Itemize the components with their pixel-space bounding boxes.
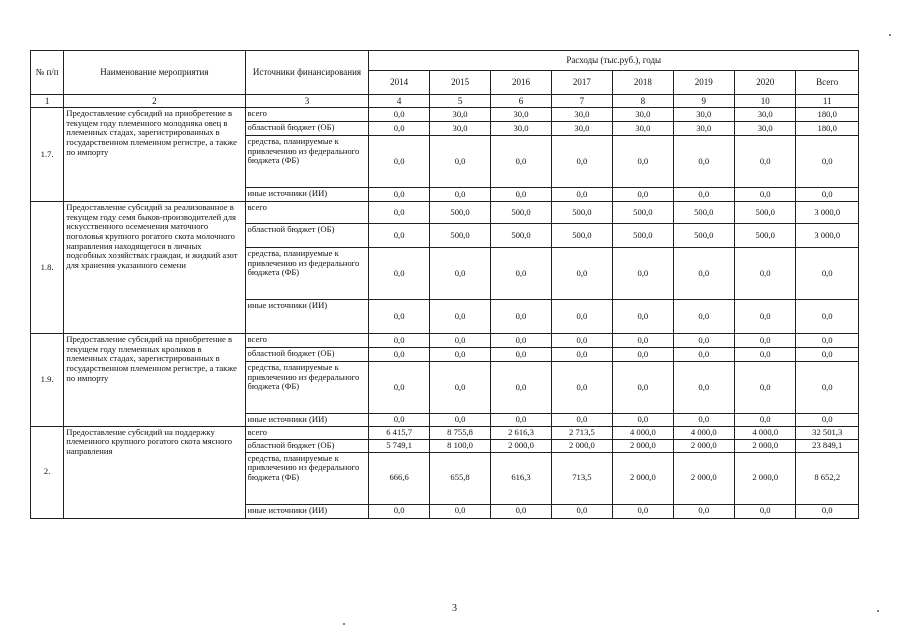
funding-source: иные источники (ИИ) xyxy=(245,300,369,334)
table-body xyxy=(31,108,859,519)
header-year: 2020 xyxy=(735,71,796,95)
year-value: 500,0 xyxy=(735,202,796,224)
year-value: 4 000,0 xyxy=(735,426,796,439)
year-value: 0,0 xyxy=(735,414,796,427)
year-value: 0,0 xyxy=(491,348,551,362)
funding-source: иные источники (ИИ) xyxy=(245,188,369,202)
year-value: 0,0 xyxy=(673,362,734,414)
year-value: 0,0 xyxy=(491,362,551,414)
year-value: 500,0 xyxy=(551,202,612,224)
measure-name: Предоставление субсидий на приобретение в текущем году племенного молодняка овец в племенных стадах, зарегистрированных в государственном племенном регистре, а также по импорту xyxy=(64,108,245,202)
measure-name: Предоставление субсидий на приобретение в текущем году племенных кроликов в племенных стадах, зарегистрированных в государственном племенном регистре, а также по импорту xyxy=(64,334,245,427)
year-value: 0,0 xyxy=(551,300,612,334)
index-cell: 5 xyxy=(429,95,490,108)
year-value: 0,0 xyxy=(735,248,796,300)
table-row xyxy=(31,334,859,348)
header-num: № п/п xyxy=(31,51,64,95)
year-value: 0,0 xyxy=(613,362,673,414)
header-total: Всего xyxy=(796,71,859,95)
year-value: 4 000,0 xyxy=(673,426,734,439)
year-value: 655,8 xyxy=(429,452,490,504)
year-value: 2 000,0 xyxy=(613,439,673,452)
year-value: 0,0 xyxy=(369,188,429,202)
total-value: 0,0 xyxy=(796,334,859,348)
index-cell: 2 xyxy=(64,95,245,108)
table-row xyxy=(31,108,859,122)
year-value: 0,0 xyxy=(369,348,429,362)
header-source: Источники финансирования xyxy=(245,51,369,95)
funding-source: иные источники (ИИ) xyxy=(245,414,369,427)
index-cell: 9 xyxy=(673,95,734,108)
year-value: 0,0 xyxy=(673,300,734,334)
funding-source: иные источники (ИИ) xyxy=(245,504,369,518)
year-value: 0,0 xyxy=(429,362,490,414)
year-value: 30,0 xyxy=(673,122,734,136)
year-value: 0,0 xyxy=(551,362,612,414)
year-value: 2 616,3 xyxy=(491,426,551,439)
index-cell: 10 xyxy=(735,95,796,108)
year-value: 0,0 xyxy=(735,188,796,202)
page-number: 3 xyxy=(452,603,457,614)
year-value: 30,0 xyxy=(735,108,796,122)
funding-source: всего xyxy=(245,202,369,224)
year-value: 30,0 xyxy=(429,108,490,122)
index-cell: 4 xyxy=(369,95,429,108)
year-value: 0,0 xyxy=(551,248,612,300)
header-year: 2018 xyxy=(613,71,673,95)
year-value: 6 415,7 xyxy=(369,426,429,439)
year-value: 30,0 xyxy=(551,108,612,122)
year-value: 0,0 xyxy=(551,414,612,427)
funding-source: средства, планируемые к привлечению из федерального бюджета (ФБ) xyxy=(245,136,369,188)
total-value: 0,0 xyxy=(796,300,859,334)
year-value: 0,0 xyxy=(613,414,673,427)
year-value: 0,0 xyxy=(673,248,734,300)
funding-source: средства, планируемые к привлечению из федерального бюджета (ФБ) xyxy=(245,362,369,414)
year-value: 0,0 xyxy=(551,334,612,348)
year-value: 0,0 xyxy=(735,504,796,518)
year-value: 30,0 xyxy=(613,108,673,122)
year-value: 30,0 xyxy=(491,108,551,122)
year-value: 0,0 xyxy=(551,188,612,202)
year-value: 30,0 xyxy=(491,122,551,136)
year-value: 0,0 xyxy=(613,300,673,334)
year-value: 0,0 xyxy=(613,248,673,300)
year-value: 2 000,0 xyxy=(551,439,612,452)
measure-name: Предоставление субсидий на поддержку племенного крупного рогатого скота мясного направления xyxy=(64,426,245,518)
year-value: 0,0 xyxy=(429,414,490,427)
year-value: 500,0 xyxy=(673,202,734,224)
year-value: 500,0 xyxy=(613,202,673,224)
year-value: 500,0 xyxy=(735,224,796,248)
table-row xyxy=(31,426,859,439)
year-value: 0,0 xyxy=(673,348,734,362)
year-value: 500,0 xyxy=(491,202,551,224)
year-value: 500,0 xyxy=(551,224,612,248)
year-value: 0,0 xyxy=(613,504,673,518)
index-cell: 6 xyxy=(491,95,551,108)
total-value: 8 652,2 xyxy=(796,452,859,504)
year-value: 0,0 xyxy=(369,122,429,136)
year-value: 2 000,0 xyxy=(613,452,673,504)
index-cell: 11 xyxy=(796,95,859,108)
year-value: 0,0 xyxy=(429,334,490,348)
year-value: 0,0 xyxy=(491,188,551,202)
scan-speck xyxy=(343,623,345,625)
year-value: 0,0 xyxy=(369,248,429,300)
year-value: 8 755,8 xyxy=(429,426,490,439)
header-year: 2015 xyxy=(429,71,490,95)
index-cell: 8 xyxy=(613,95,673,108)
total-value: 23 849,1 xyxy=(796,439,859,452)
year-value: 0,0 xyxy=(491,504,551,518)
row-number: 1.8. xyxy=(31,202,64,334)
table-row xyxy=(31,202,859,224)
year-value: 2 000,0 xyxy=(673,452,734,504)
year-value: 0,0 xyxy=(735,300,796,334)
year-value: 0,0 xyxy=(429,300,490,334)
total-value: 180,0 xyxy=(796,122,859,136)
header-year: 2014 xyxy=(369,71,429,95)
funding-source: всего xyxy=(245,426,369,439)
header-expenses: Расходы (тыс.руб.), годы xyxy=(369,51,859,71)
total-value: 0,0 xyxy=(796,248,859,300)
total-value: 3 000,0 xyxy=(796,202,859,224)
funding-source: всего xyxy=(245,334,369,348)
row-number: 1.7. xyxy=(31,108,64,202)
year-value: 0,0 xyxy=(369,504,429,518)
funding-source: областной бюджет (ОБ) xyxy=(245,122,369,136)
year-value: 0,0 xyxy=(613,348,673,362)
year-value: 0,0 xyxy=(429,188,490,202)
funding-source: областной бюджет (ОБ) xyxy=(245,224,369,248)
year-value: 0,0 xyxy=(429,504,490,518)
index-cell: 7 xyxy=(551,95,612,108)
header-year: 2019 xyxy=(673,71,734,95)
funding-source: областной бюджет (ОБ) xyxy=(245,348,369,362)
measure-name: Предоставление субсидий за реализованное в текущем году семя быков-производителей для искусственного осеменения маточного поголовья крупного рогатого скота молочного направления находящегося в личных подсобных хозяйствах граждан, и жидкий азот для хранения указанного семени xyxy=(64,202,245,334)
index-cell: 1 xyxy=(31,95,64,108)
year-value: 30,0 xyxy=(735,122,796,136)
funding-source: областной бюджет (ОБ) xyxy=(245,439,369,452)
year-value: 2 713,5 xyxy=(551,426,612,439)
year-value: 0,0 xyxy=(369,108,429,122)
year-value: 0,0 xyxy=(735,348,796,362)
total-value: 0,0 xyxy=(796,504,859,518)
header-year: 2017 xyxy=(551,71,612,95)
year-value: 616,3 xyxy=(491,452,551,504)
year-value: 500,0 xyxy=(613,224,673,248)
year-value: 0,0 xyxy=(551,504,612,518)
total-value: 0,0 xyxy=(796,362,859,414)
year-value: 0,0 xyxy=(613,136,673,188)
total-value: 0,0 xyxy=(796,348,859,362)
funding-source: средства, планируемые к привлечению из федерального бюджета (ФБ) xyxy=(245,248,369,300)
year-value: 30,0 xyxy=(551,122,612,136)
total-value: 32 501,3 xyxy=(796,426,859,439)
year-value: 30,0 xyxy=(429,122,490,136)
funding-source: средства, планируемые к привлечению из федерального бюджета (ФБ) xyxy=(245,452,369,504)
year-value: 666,6 xyxy=(369,452,429,504)
total-value: 180,0 xyxy=(796,108,859,122)
year-value: 0,0 xyxy=(369,334,429,348)
year-value: 500,0 xyxy=(429,224,490,248)
year-value: 2 000,0 xyxy=(735,452,796,504)
year-value: 0,0 xyxy=(491,300,551,334)
year-value: 0,0 xyxy=(491,136,551,188)
scan-speck xyxy=(877,610,879,612)
year-value: 0,0 xyxy=(369,362,429,414)
year-value: 0,0 xyxy=(551,136,612,188)
table-header xyxy=(31,51,859,108)
year-value: 30,0 xyxy=(613,122,673,136)
year-value: 0,0 xyxy=(735,362,796,414)
year-value: 0,0 xyxy=(369,224,429,248)
year-value: 0,0 xyxy=(369,136,429,188)
year-value: 0,0 xyxy=(673,504,734,518)
total-value: 3 000,0 xyxy=(796,224,859,248)
total-value: 0,0 xyxy=(796,136,859,188)
year-value: 500,0 xyxy=(673,224,734,248)
year-value: 8 100,0 xyxy=(429,439,490,452)
year-value: 0,0 xyxy=(551,348,612,362)
year-value: 0,0 xyxy=(369,300,429,334)
row-number: 2. xyxy=(31,426,64,518)
year-value: 500,0 xyxy=(429,202,490,224)
year-value: 4 000,0 xyxy=(613,426,673,439)
row-number: 1.9. xyxy=(31,334,64,427)
year-value: 0,0 xyxy=(491,334,551,348)
year-value: 0,0 xyxy=(735,334,796,348)
header-name: Наименование мероприятия xyxy=(64,51,245,95)
year-value: 0,0 xyxy=(369,202,429,224)
year-value: 0,0 xyxy=(369,414,429,427)
funding-source: всего xyxy=(245,108,369,122)
year-value: 5 749,1 xyxy=(369,439,429,452)
expenses-table xyxy=(30,50,859,519)
year-value: 0,0 xyxy=(673,188,734,202)
year-value: 0,0 xyxy=(673,334,734,348)
year-value: 0,0 xyxy=(735,136,796,188)
year-value: 0,0 xyxy=(673,414,734,427)
year-value: 713,5 xyxy=(551,452,612,504)
year-value: 500,0 xyxy=(491,224,551,248)
year-value: 2 000,0 xyxy=(673,439,734,452)
year-value: 2 000,0 xyxy=(491,439,551,452)
year-value: 2 000,0 xyxy=(735,439,796,452)
total-value: 0,0 xyxy=(796,414,859,427)
year-value: 0,0 xyxy=(429,348,490,362)
header-year: 2016 xyxy=(491,71,551,95)
year-value: 0,0 xyxy=(491,248,551,300)
total-value: 0,0 xyxy=(796,188,859,202)
scan-speck xyxy=(889,34,891,36)
year-value: 0,0 xyxy=(673,136,734,188)
year-value: 0,0 xyxy=(429,136,490,188)
year-value: 0,0 xyxy=(613,334,673,348)
index-cell: 3 xyxy=(245,95,369,108)
year-value: 0,0 xyxy=(429,248,490,300)
year-value: 30,0 xyxy=(673,108,734,122)
year-value: 0,0 xyxy=(491,414,551,427)
year-value: 0,0 xyxy=(613,188,673,202)
